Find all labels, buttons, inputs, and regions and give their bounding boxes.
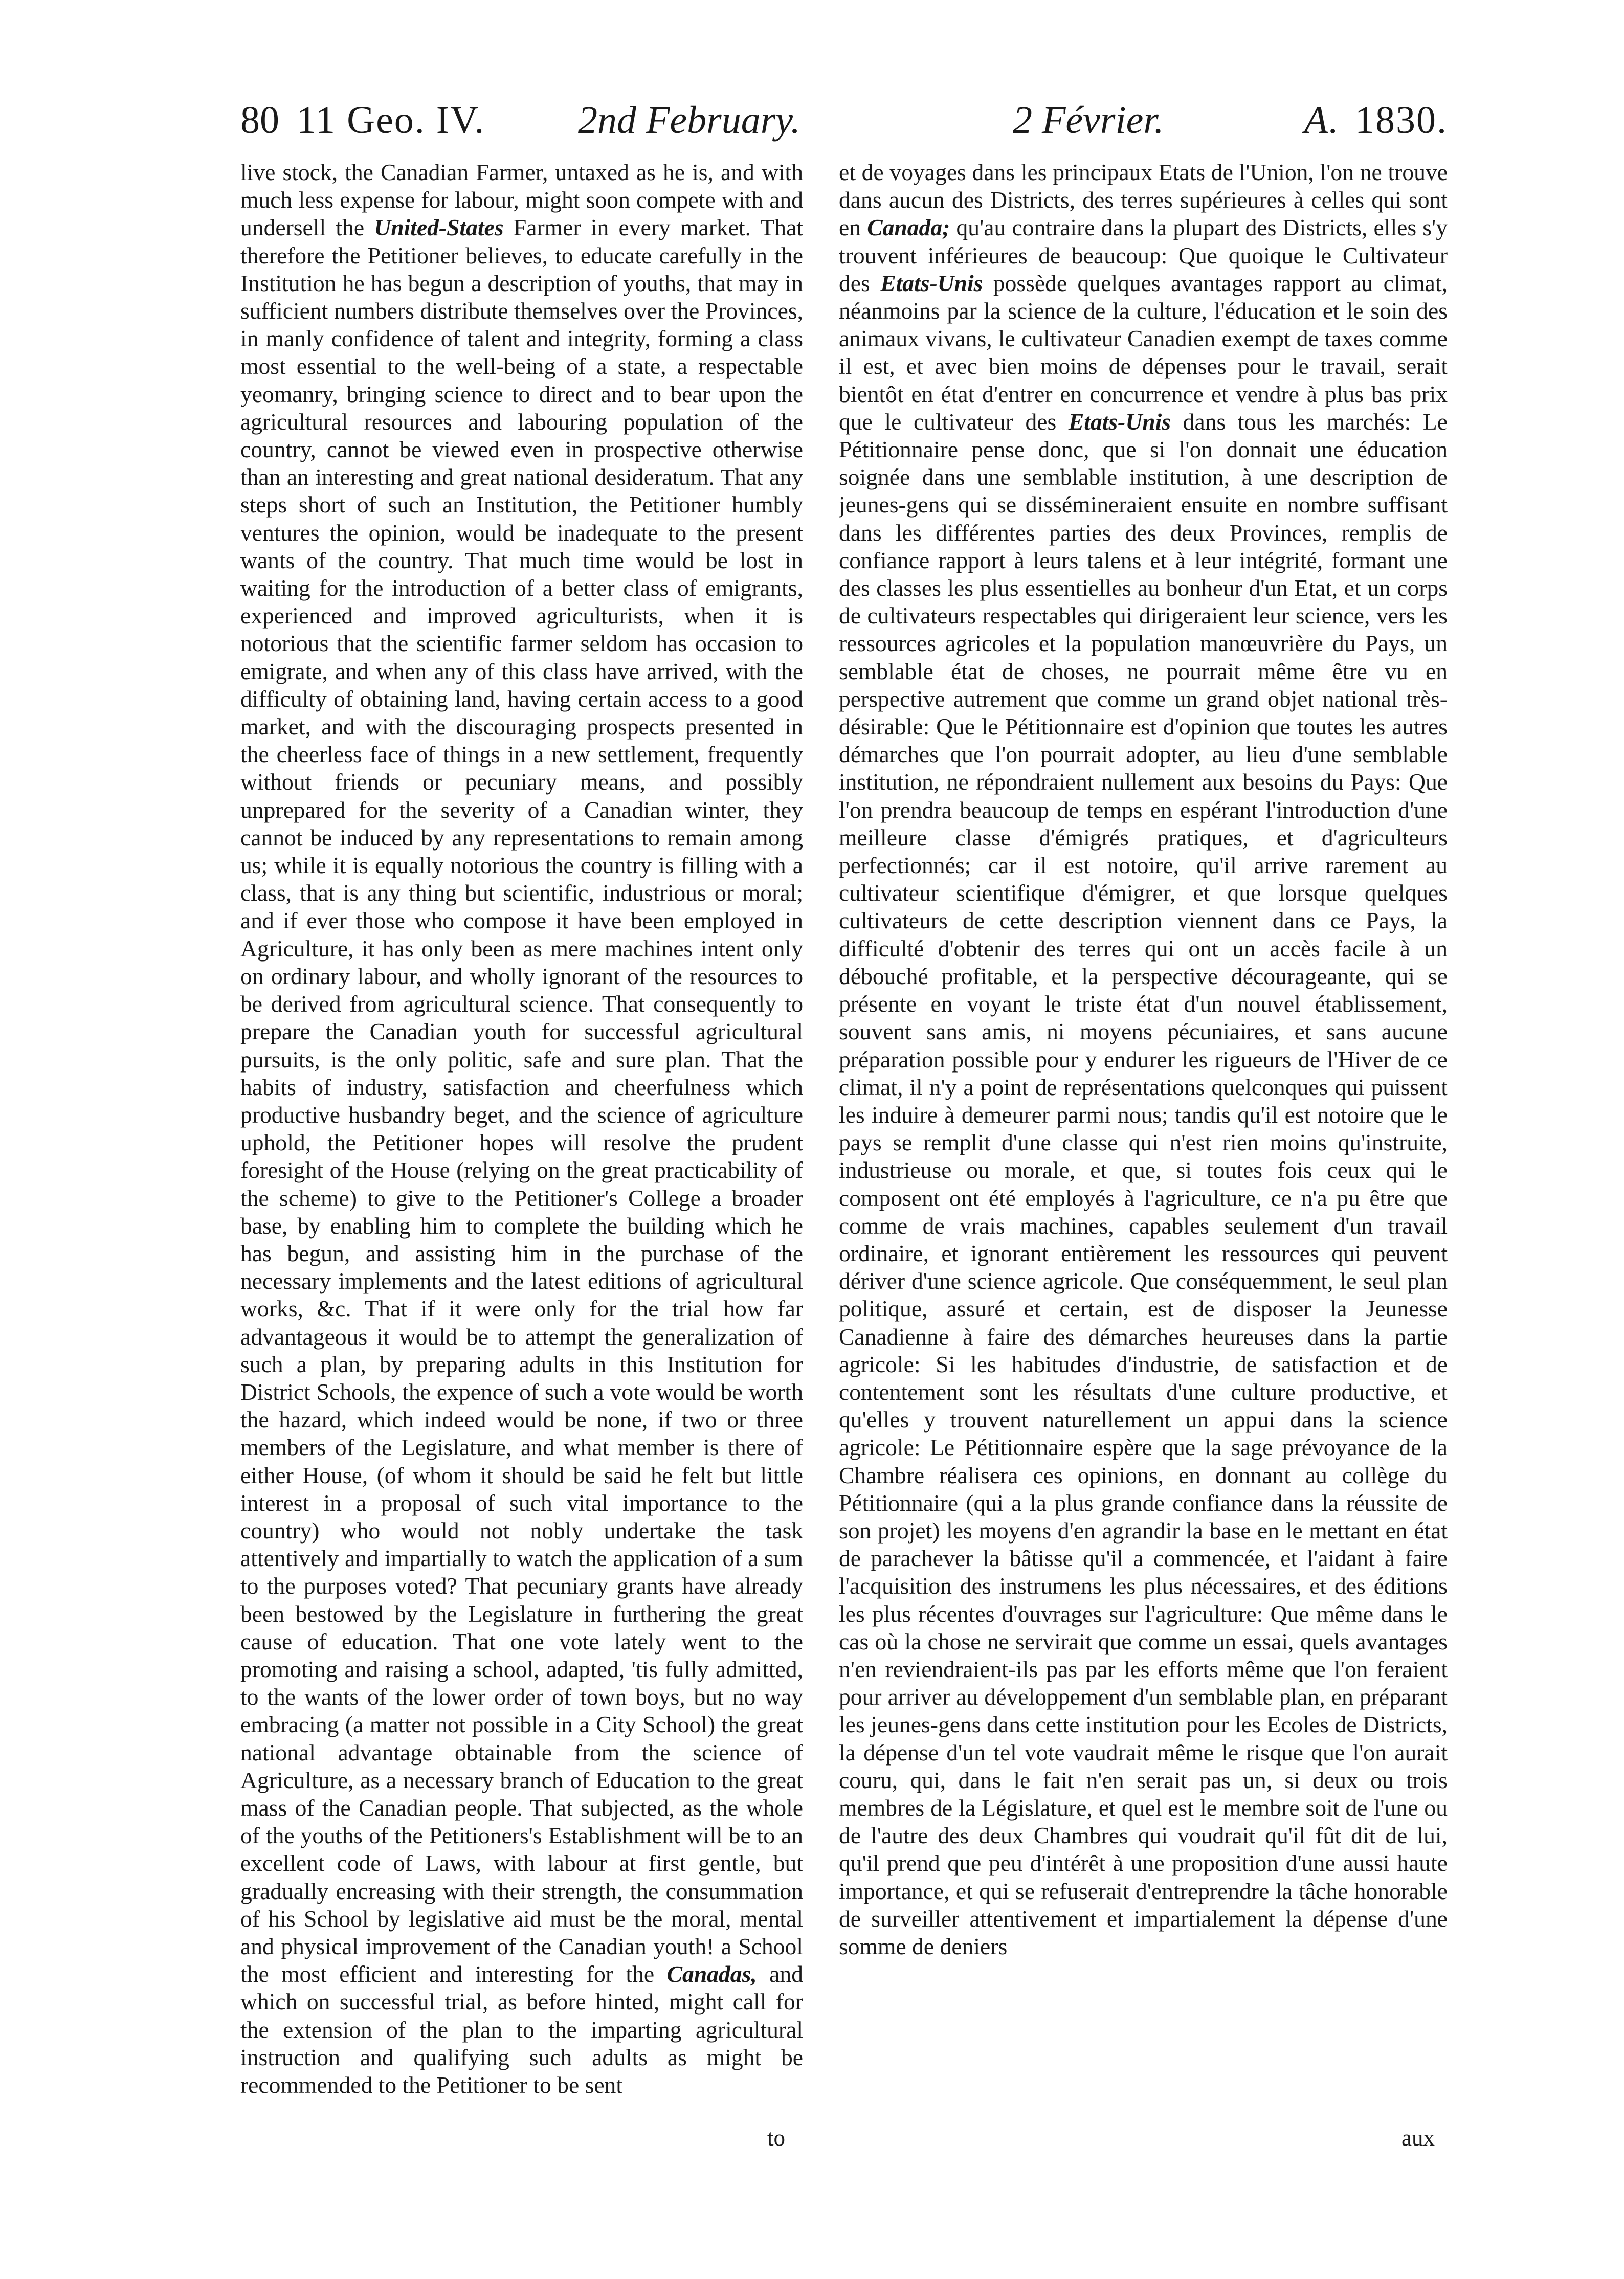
french-italic-2: Etats-Unis (880, 270, 983, 296)
date-english: 2nd February. (578, 99, 800, 142)
page-number: 80 (240, 99, 279, 142)
page-header (240, 92, 1448, 148)
french-column (839, 159, 1448, 2133)
french-text (839, 159, 1448, 1960)
series-letter: A. (1304, 99, 1340, 142)
french-italic-3: Etats-Unis (1068, 408, 1171, 435)
english-text-part-1: live stock, the Canadian Farmer, untaxed as he is, and with much less expense for labour, might soon compete with and undersell the (240, 159, 803, 241)
english-italic-1: United-States (374, 214, 504, 241)
english-italic-2: Canadas, (666, 1961, 757, 1987)
french-catchword: aux (1401, 2125, 1435, 2151)
english-text-part-2: Farmer in every market. That therefore the Petitioner believes, to educate carefully in the Institution he has begun a description of youths, that may in sufficient numbers distribute themselves over the Provinces, in manly confidence of talent and integrity, forming a class most essential to the well-being of a state, a respectable yeomanry, bringing science to direct and to bear upon the agricultural resources and labouring population of the country, cannot be viewed even in prospective otherwise than an interesting and great national desideratum. That any steps short of such an Institution, the Petitioner humbly ventures the opinion, would be inadequate to the present wants of the country. That much time would be lost in waiting for the introduction of a better class of emigrants, experienced and improved agriculturists, when it is notorious that the scientific farmer seldom has occasion to emigrate, and when any of this class have arrived, with the difficulty of obtaining land, having certain access to a good market, and with the discouraging prospects presented in the cheerless face of things in a new settlement, frequently without friends or pecuniary means, and possibly unprepared for the severity of a Canadian winter, they cannot be induced by any representations to remain among us; while it is equally notorious the country is filling with a class, that is any thing but scientific, industrious or moral; and if ever those who compose it have been employed in Agriculture, it has only been as mere machines intent only on ordinary labour, and wholly ignorant of the resources to be derived from agricultural science. That consequently to prepare the Canadian youth for successful agricultural pursuits, is the only politic, safe and sure plan. That the habits of industry, satisfaction and cheerfulness which productive husbandry beget, and the science of agriculture uphold, the Petitioner hopes will resolve the prudent foresight of the House (relying on the great practicability of the scheme) to give to the Petitioner's College a broader base, by enabling him to complete the building which he has begun, and assisting him in the purchase of the necessary implements and the latest editions of agricultural works, &c. That if it were only for the trial how far advantageous it would be to attempt the generalization of such a plan, by preparing adults in this Institution for District Schools, the expence of such a vote would be worth the hazard, which indeed would be none, if two or three members of the Legislature, and what member is there of either House, (of whom it should be said he felt but little interest in a proposal of such vital importance to the country) who would not nobly undertake the task attentively and impartially to watch the application of a sum to the purposes voted? That pecuniary grants have already been bestowed by the Legislature in furthering the great cause of education. That one vote lately went to the promoting and raising a school, adapted, 'tis fully admitted, to the wants of the lower order of town boys, but no way embracing (a matter not possible in a City School) the great national advantage obtainable from the science of Agriculture, as a necessary branch of Education to the great mass of the Canadian people. That subjected, as the whole of the youths of the Petitioners's Establishment will be to an excellent code of Laws, with labour at first gentle, but gradually encreasing with their strength, the consummation of his School by legislative aid must be the moral, mental and physical improvement of the Canadian youth! a School the most efficient and interesting for the (240, 214, 803, 1987)
english-column (240, 159, 803, 2133)
year-label (1304, 92, 1448, 148)
french-text-part-3: possède quelques avantages rapport au climat, néanmoins par la science de la culture, l'éducation et le soin des animaux vivans, le cultivateur Canadien exempt de taxes comme il est, et avec bien moins de dépenses pour le travail, serait bientôt en état d'entrer en concurrence et vendre à plus bas prix que le cultivateur des (839, 270, 1448, 435)
year: 1830. (1355, 99, 1448, 142)
regnal-year: 11 Geo. IV. (297, 99, 485, 142)
english-text (240, 159, 803, 2099)
english-catchword: to (767, 2125, 786, 2151)
french-text-part-2: qu'au contraire dans la plupart des Districts, elles s'y trouvent inférieures de beaucoup: Que quoique le Cultivateur des (839, 214, 1448, 296)
date-french: 2 Février. (1013, 99, 1164, 142)
english-text-part-3: and which on successful trial, as before hinted, might call for the extension of the plan to the imparting agricultural instruction and qualifying such adults as might be recommended to the Petitioner to be sent (240, 1961, 803, 2098)
french-italic-1: Canada; (867, 214, 950, 241)
french-text-part-4: dans tous les marchés: Le Pétitionnaire pense donc, que si l'on donnait une éducation soignée dans une semblable institution, à une description de jeunes-gens qui se dissémineraient ensuite en nombre suffisant dans les différentes parties des deux Provinces, remplis de confiance rapport à leurs talens et à leur intégrité, formant une des classes les plus essentielles au bonheur d'un Etat, et un corps de cultivateurs respectables qui dirigeraient leur science, vers les ressources agricoles et la population manœuvrière du Pays, un semblable état de choses, ne pourrait même être vu en perspective autrement que comme un grand objet national très-désirable: Que le Pétitionnaire est d'opinion que toutes les autres démarches que l'on pourrait adopter, au lieu d'une semblable institution, ne répondraient nullement aux besoins du Pays: Que l'on prendra beaucoup de temps en espérant l'introduction d'une meilleure classe d'émigrés pratiques, et d'agriculteurs perfectionnés; car il est notoire, qu'il arrive rarement au cultivateur scientifique d'émigrer, et que lorsque quelques cultivateurs de cette description viennent dans ce Pays, la difficulté d'obtenir des terres qui ont un accès facile à un débouché profitable, et la perspective décourageante, qui se présente en voyant le triste état d'un nouvel établissement, souvent sans amis, ni moyens pécuniaires, et sans aucune préparation possible pour y endurer les rigueurs de l'Hiver de ce climat, il n'y a point de représentations quelconques qui puissent les induire à demeurer parmi nous; tandis qu'il est notoire que le pays se remplit d'une classe qui n'est rien moins qu'instruite, industrieuse ou morale, et que, si toutes fois ceux qui le composent ont été employés à l'agriculture, ce n'a pu être que comme de vrais machines, capables seulement d'un travail ordinaire, et ignorant entièrement les ressources qui peuvent dériver d'une science agricole. Que conséquemment, le seul plan politique, assuré et certain, est de disposer la Jeunesse Canadienne à faire des démarches heureuses dans la partie agricole: Si les habitudes d'industrie, de satisfaction et de contentement sont les résultats d'une culture productive, et qu'elles y trouvent naturellement un appui dans la science agricole: Le Pétitionnaire espère que la sage prévoyance de la Chambre réalisera ces opinions, en donnant au collège du Pétitionnaire (qui a la plus grande confiance dans la réussite de son projet) les moyens d'en agrandir la base en le mettant en état de parachever la bâtisse qu'il a commencée, et l'aidant à faire l'acquisition des instrumens les plus nécessaires, et des éditions les plus récentes d'ouvrages sur l'agriculture: Que même dans le cas où la chose ne servirait que comme un essai, quels avantages n'en reviendraient-ils pas par les efforts même que l'on feraient pour arriver au développement d'un semblable plan, en préparant les jeunes-gens dans cette institution pour les Ecoles de Districts, la dépense d'un tel vote vaudrait même le risque que l'on aurait couru, qui, dans le fait n'en serait pas un, si deux ou trois membres de la Législature, et quel est le membre soit de l'une ou de l'autre des deux Chambres qui voudrait qu'il fût dit de lui, qu'il prend que peu d'intérêt à une proposition d'une aussi haute importance, et qui se refuserait d'entreprendre la tâche honorable de surveiller attentivement et impartialement la dépense d'une somme de deniers (839, 408, 1448, 1959)
french-text-part-1: et de voyages dans les principaux Etats de l'Union, l'on ne trouve dans aucun des Districts, des terres supérieures à celles qui sont en (839, 159, 1448, 241)
